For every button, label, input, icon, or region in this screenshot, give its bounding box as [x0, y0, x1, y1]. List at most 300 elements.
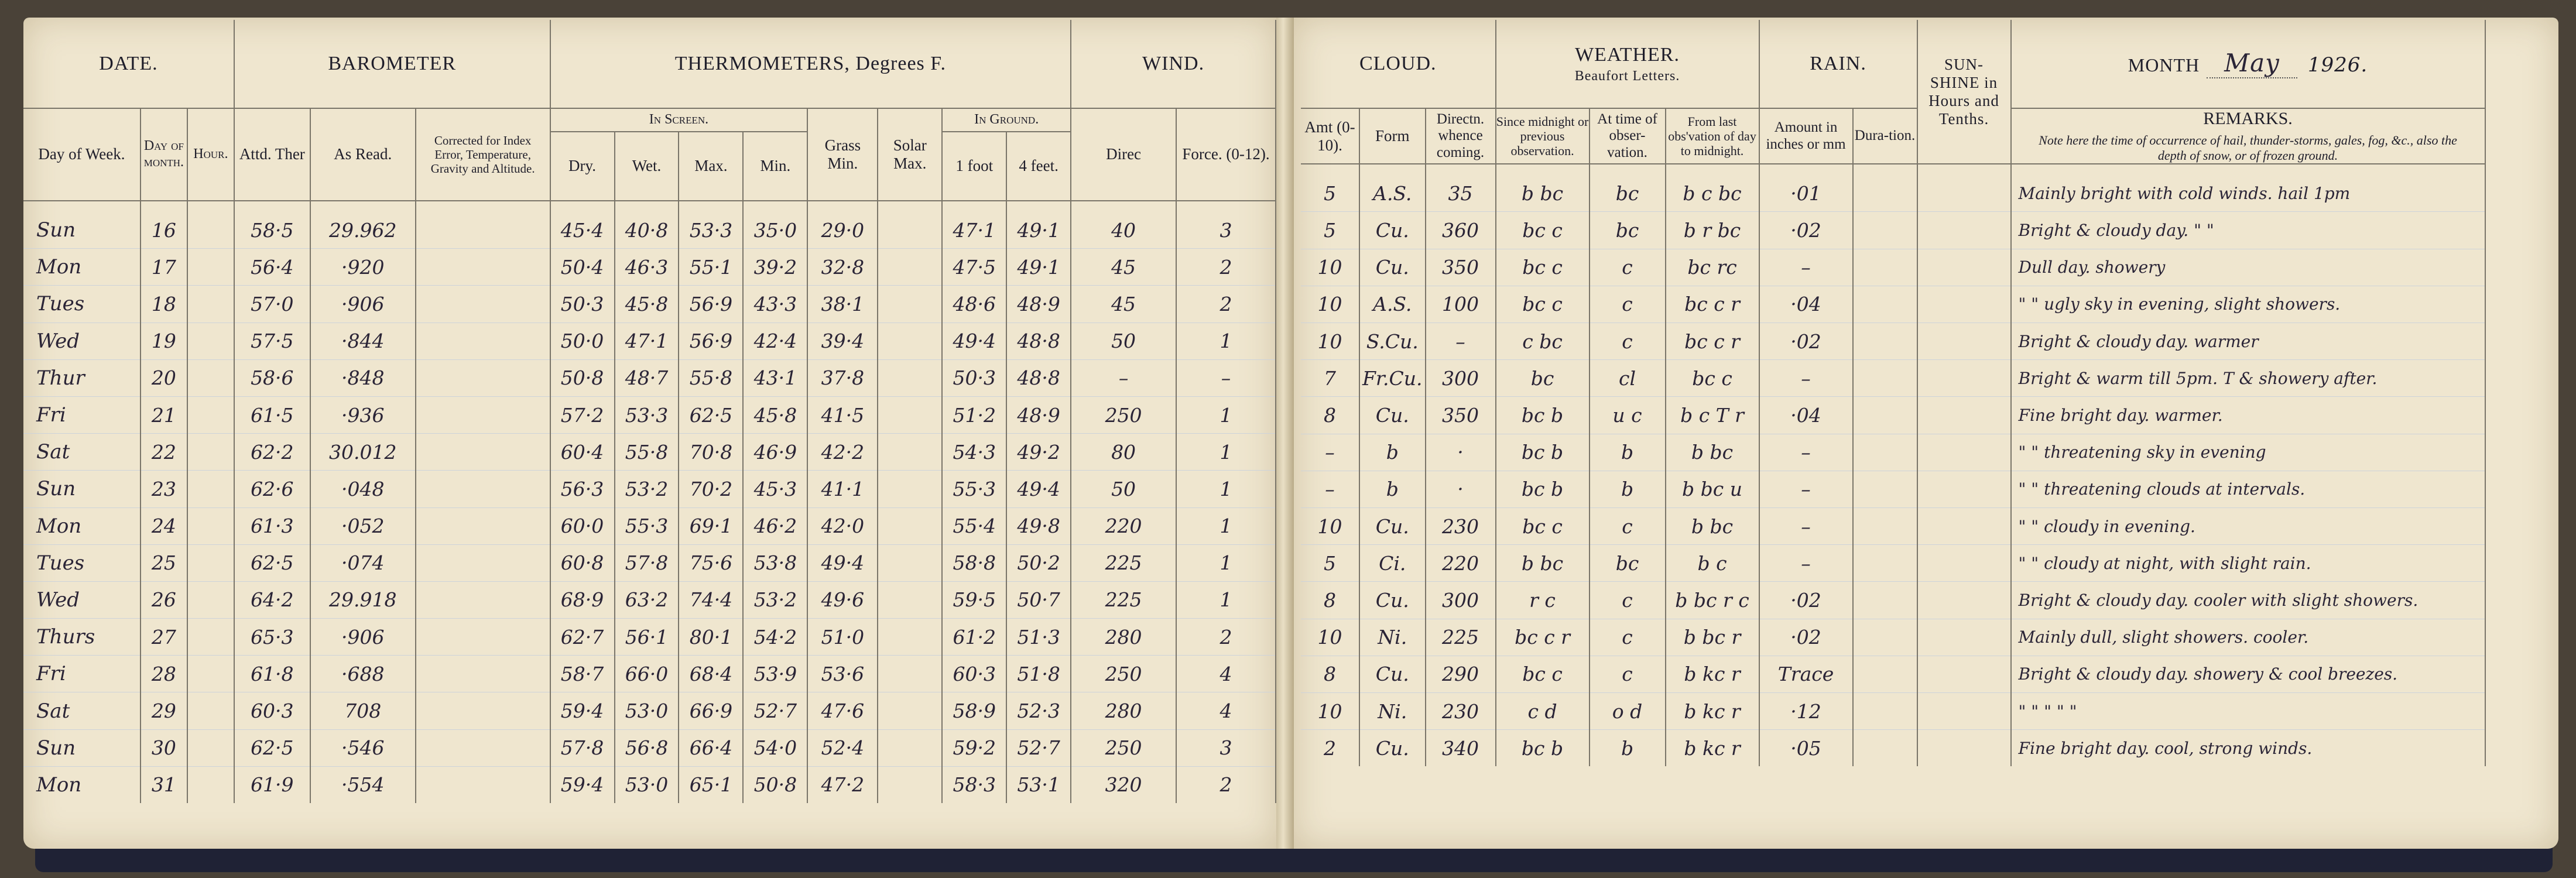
rain-duration-cell: [1853, 545, 1917, 582]
book-spine: [1276, 18, 1294, 849]
cloud-form-cell: Cu.: [1359, 582, 1426, 619]
remarks-cell: Bright & cloudy day. " ": [2011, 212, 2485, 249]
table-row: [1301, 619, 2485, 656]
table-row: [23, 286, 1276, 323]
col-rain-duration: Dura-tion.: [1853, 108, 1917, 164]
ground-4ft-cell: 51·8: [1006, 656, 1071, 692]
remarks-cell: Fine bright day. cool, strong winds.: [2011, 730, 2485, 767]
col-weather-from-last: From last obs'vation of day to midnight.: [1666, 108, 1759, 164]
remarks-cell: " " threatening sky in evening: [2011, 434, 2485, 471]
rain-duration-cell: [1853, 249, 1917, 286]
weather-since-midnight-cell: b bc: [1496, 545, 1590, 582]
wet-temp-cell: 53·0: [615, 766, 679, 803]
weather-from-last-cell: b kc r: [1666, 692, 1759, 729]
weather-group-header: [1496, 20, 1759, 108]
weather-since-midnight-cell: bc c: [1496, 656, 1590, 692]
attd-ther-cell: 61·9: [234, 766, 310, 803]
day-of-week-cell: Mon: [23, 507, 141, 544]
day-of-week-cell: Sat: [23, 434, 141, 471]
dry-temp-cell: 50·3: [550, 286, 615, 323]
col-max: Max.: [679, 132, 743, 201]
day-of-month-cell: 26: [141, 581, 187, 618]
solar-max-cell: [878, 359, 942, 396]
weather-from-last-cell: b bc u: [1666, 471, 1759, 507]
day-of-month-cell: 27: [141, 619, 187, 656]
corrected-cell: [416, 656, 550, 692]
hour-cell: [187, 286, 234, 323]
cloud-form-cell: Fr.Cu.: [1359, 360, 1426, 397]
col-wind-force: Force. (0-12).: [1176, 108, 1276, 201]
max-temp-cell: 70·2: [679, 471, 743, 507]
weather-at-time-cell: bc: [1590, 164, 1666, 212]
cloud-amount-cell: 5: [1301, 164, 1359, 212]
cloud-direction-cell: ·: [1426, 471, 1496, 507]
cloud-form-cell: Cu.: [1359, 212, 1426, 249]
wet-temp-cell: 45·8: [615, 286, 679, 323]
wind-direction-cell: 250: [1071, 729, 1176, 766]
solar-max-cell: [878, 656, 942, 692]
hour-cell: [187, 434, 234, 471]
wind-force-cell: 4: [1176, 656, 1276, 692]
rain-amount-cell: –: [1759, 434, 1853, 471]
table-row: [1301, 434, 2485, 471]
barometer-reading-cell: 29.918: [310, 581, 416, 618]
min-temp-cell: 45·3: [743, 471, 807, 507]
weather-note: Beaufort Letters.: [1574, 68, 1680, 84]
grass-min-cell: 47·6: [807, 692, 878, 729]
solar-max-cell: [878, 323, 942, 359]
day-of-month-cell: 30: [141, 729, 187, 766]
left-table: [23, 20, 1276, 803]
wet-temp-cell: 55·3: [615, 507, 679, 544]
grass-min-cell: 42·2: [807, 434, 878, 471]
attd-ther-cell: 61·8: [234, 656, 310, 692]
day-of-week-cell: Fri: [23, 396, 141, 433]
hour-cell: [187, 507, 234, 544]
table-row: [23, 323, 1276, 359]
barometer-reading-cell: ·554: [310, 766, 416, 803]
col-corrected: Corrected for Index Error, Temperature, Gravity and Altitude.: [416, 108, 550, 201]
max-temp-cell: 56·9: [679, 286, 743, 323]
cloud-direction-cell: 340: [1426, 730, 1496, 767]
max-temp-cell: 66·9: [679, 692, 743, 729]
grass-min-cell: 41·1: [807, 471, 878, 507]
day-of-month-cell: 21: [141, 396, 187, 433]
barometer-reading-cell: ·546: [310, 729, 416, 766]
ground-1ft-cell: 48·6: [942, 286, 1006, 323]
ground-1ft-cell: 60·3: [942, 656, 1006, 692]
hour-cell: [187, 766, 234, 803]
hour-cell: [187, 396, 234, 433]
table-row: [23, 692, 1276, 729]
cloud-form-cell: Ci.: [1359, 545, 1426, 582]
weather-at-time-cell: c: [1590, 323, 1666, 360]
corrected-cell: [416, 544, 550, 581]
corrected-cell: [416, 692, 550, 729]
cloud-direction-cell: 290: [1426, 656, 1496, 692]
table-row: [1301, 286, 2485, 323]
table-row: [23, 396, 1276, 433]
weather-from-last-cell: b kc r: [1666, 730, 1759, 767]
weather-at-time-cell: c: [1590, 507, 1666, 544]
remarks-cell: Bright & cloudy day. showery & cool breezes.: [2011, 656, 2485, 692]
rain-amount-cell: –: [1759, 507, 1853, 544]
remarks-cell: Bright & warm till 5pm. T & showery after.: [2011, 360, 2485, 397]
barometer-reading-cell: ·848: [310, 359, 416, 396]
weather-at-time-cell: cl: [1590, 360, 1666, 397]
rain-duration-cell: [1853, 619, 1917, 656]
cloud-amount-cell: 10: [1301, 286, 1359, 323]
weather-since-midnight-cell: bc b: [1496, 434, 1590, 471]
ground-4ft-cell: 51·3: [1006, 619, 1071, 656]
cloud-amount-cell: 5: [1301, 212, 1359, 249]
grass-min-cell: 47·2: [807, 766, 878, 803]
day-of-week-cell: Mon: [23, 249, 141, 286]
solar-max-cell: [878, 507, 942, 544]
remarks-cell: " " ugly sky in evening, slight showers.: [2011, 286, 2485, 323]
cloud-amount-cell: 8: [1301, 656, 1359, 692]
weather-since-midnight-cell: b bc: [1496, 164, 1590, 212]
cloud-amount-cell: –: [1301, 471, 1359, 507]
sunshine-header: SUN-SHINE in Hours and Tenths.: [1917, 20, 2011, 164]
attd-ther-cell: 64·2: [234, 581, 310, 618]
wind-force-cell: 2: [1176, 249, 1276, 286]
max-temp-cell: 80·1: [679, 619, 743, 656]
wet-temp-cell: 57·8: [615, 544, 679, 581]
day-of-month-cell: 19: [141, 323, 187, 359]
hour-cell: [187, 249, 234, 286]
attd-ther-cell: 62·5: [234, 729, 310, 766]
wet-temp-cell: 46·3: [615, 249, 679, 286]
solar-max-cell: [878, 434, 942, 471]
weather-since-midnight-cell: bc b: [1496, 397, 1590, 434]
weather-from-last-cell: b kc r: [1666, 656, 1759, 692]
rain-duration-cell: [1853, 360, 1917, 397]
cloud-form-cell: A.S.: [1359, 164, 1426, 212]
right-page: [1294, 18, 2558, 849]
table-row: [1301, 212, 2485, 249]
sunshine-cell: [1917, 360, 2011, 397]
barometer-reading-cell: ·920: [310, 249, 416, 286]
barometer-reading-cell: ·906: [310, 286, 416, 323]
cloud-direction-cell: 230: [1426, 692, 1496, 729]
wind-direction-cell: 220: [1071, 507, 1176, 544]
corrected-cell: [416, 581, 550, 618]
table-row: [1301, 545, 2485, 582]
ground-1ft-cell: 50·3: [942, 359, 1006, 396]
remarks-cell: " " cloudy in evening.: [2011, 507, 2485, 544]
weather-at-time-cell: o d: [1590, 692, 1666, 729]
rain-duration-cell: [1853, 434, 1917, 471]
dry-temp-cell: 50·4: [550, 249, 615, 286]
weather-from-last-cell: b bc: [1666, 507, 1759, 544]
sunshine-cell: [1917, 582, 2011, 619]
hour-cell: [187, 323, 234, 359]
cloud-direction-cell: –: [1426, 323, 1496, 360]
weather-at-time-cell: bc: [1590, 212, 1666, 249]
weather-at-time-cell: b: [1590, 730, 1666, 767]
corrected-cell: [416, 359, 550, 396]
barometer-reading-cell: ·936: [310, 396, 416, 433]
min-temp-cell: 39·2: [743, 249, 807, 286]
year-value: 1926.: [2307, 53, 2368, 77]
col-attd-ther: Attd. Ther: [234, 108, 310, 201]
right-table: [1301, 20, 2486, 766]
dry-temp-cell: 50·8: [550, 359, 615, 396]
day-of-week-cell: Wed: [23, 581, 141, 618]
wind-direction-cell: 250: [1071, 396, 1176, 433]
grass-min-cell: 29·0: [807, 201, 878, 249]
cloud-amount-cell: –: [1301, 434, 1359, 471]
dry-temp-cell: 60·0: [550, 507, 615, 544]
grass-min-cell: 38·1: [807, 286, 878, 323]
rain-amount-cell: ·02: [1759, 212, 1853, 249]
thermometers-group-header: THERMOMETERS, Degrees F.: [550, 20, 1071, 108]
rain-amount-cell: ·02: [1759, 323, 1853, 360]
ground-1ft-cell: 59·2: [942, 729, 1006, 766]
table-row: [23, 729, 1276, 766]
ground-1ft-cell: 55·3: [942, 471, 1006, 507]
ground-4ft-cell: 48·9: [1006, 396, 1071, 433]
day-of-week-cell: Sun: [23, 471, 141, 507]
cloud-amount-cell: 10: [1301, 619, 1359, 656]
dry-temp-cell: 57·2: [550, 396, 615, 433]
wind-direction-cell: 320: [1071, 766, 1176, 803]
ground-1ft-cell: 47·1: [942, 201, 1006, 249]
solar-max-cell: [878, 249, 942, 286]
dry-temp-cell: 56·3: [550, 471, 615, 507]
solar-max-cell: [878, 544, 942, 581]
cloud-form-cell: Cu.: [1359, 656, 1426, 692]
remarks-header: [2011, 108, 2485, 164]
weather-at-time-cell: bc: [1590, 545, 1666, 582]
solar-max-cell: [878, 729, 942, 766]
wind-force-cell: 1: [1176, 471, 1276, 507]
table-row: [1301, 249, 2485, 286]
wet-temp-cell: 53·2: [615, 471, 679, 507]
cloud-amount-cell: 10: [1301, 323, 1359, 360]
sunshine-cell: [1917, 545, 2011, 582]
rain-amount-cell: ·01: [1759, 164, 1853, 212]
wet-temp-cell: 40·8: [615, 201, 679, 249]
date-group-header: DATE.: [23, 20, 234, 108]
solar-max-cell: [878, 766, 942, 803]
in-ground-subheader: In Ground.: [942, 108, 1071, 132]
ground-4ft-cell: 49·1: [1006, 249, 1071, 286]
rain-amount-cell: Trace: [1759, 656, 1853, 692]
day-of-month-cell: 23: [141, 471, 187, 507]
table-row: [23, 249, 1276, 286]
weather-from-last-cell: bc c r: [1666, 323, 1759, 360]
rain-amount-cell: –: [1759, 249, 1853, 286]
ground-1ft-cell: 49·4: [942, 323, 1006, 359]
cloud-direction-cell: 300: [1426, 582, 1496, 619]
cloud-amount-cell: 8: [1301, 582, 1359, 619]
wind-direction-cell: 50: [1071, 323, 1176, 359]
weather-at-time-cell: c: [1590, 582, 1666, 619]
barometer-reading-cell: ·048: [310, 471, 416, 507]
grass-min-cell: 37·8: [807, 359, 878, 396]
solar-max-cell: [878, 692, 942, 729]
day-of-week-cell: Fri: [23, 656, 141, 692]
table-row: [23, 434, 1276, 471]
wind-direction-cell: 45: [1071, 249, 1176, 286]
rain-amount-cell: –: [1759, 471, 1853, 507]
weather-at-time-cell: c: [1590, 249, 1666, 286]
corrected-cell: [416, 286, 550, 323]
grass-min-cell: 49·4: [807, 544, 878, 581]
dry-temp-cell: 59·4: [550, 766, 615, 803]
cloud-amount-cell: 5: [1301, 545, 1359, 582]
attd-ther-cell: 57·0: [234, 286, 310, 323]
attd-ther-cell: 58·6: [234, 359, 310, 396]
dry-temp-cell: 59·4: [550, 692, 615, 729]
ground-4ft-cell: 49·4: [1006, 471, 1071, 507]
day-of-week-cell: Wed: [23, 323, 141, 359]
cloud-form-cell: b: [1359, 471, 1426, 507]
corrected-cell: [416, 201, 550, 249]
hour-cell: [187, 359, 234, 396]
day-of-month-cell: 31: [141, 766, 187, 803]
cloud-direction-cell: 350: [1426, 397, 1496, 434]
hour-cell: [187, 729, 234, 766]
corrected-cell: [416, 434, 550, 471]
weather-from-last-cell: b c T r: [1666, 397, 1759, 434]
ground-1ft-cell: 54·3: [942, 434, 1006, 471]
sunshine-cell: [1917, 692, 2011, 729]
wind-force-cell: 3: [1176, 201, 1276, 249]
table-row: [23, 507, 1276, 544]
day-of-month-cell: 25: [141, 544, 187, 581]
wind-direction-cell: 45: [1071, 286, 1176, 323]
rain-amount-cell: ·02: [1759, 619, 1853, 656]
min-temp-cell: 52·7: [743, 692, 807, 729]
barometer-reading-cell: ·074: [310, 544, 416, 581]
right-table-body: [1301, 164, 2485, 766]
sunshine-cell: [1917, 619, 2011, 656]
rain-amount-cell: ·04: [1759, 397, 1853, 434]
day-of-month-cell: 24: [141, 507, 187, 544]
wind-group-header: WIND.: [1071, 20, 1276, 108]
weather-from-last-cell: b c: [1666, 545, 1759, 582]
weather-from-last-cell: bc c: [1666, 360, 1759, 397]
day-of-week-cell: Tues: [23, 544, 141, 581]
attd-ther-cell: 57·5: [234, 323, 310, 359]
min-temp-cell: 53·2: [743, 581, 807, 618]
cloud-amount-cell: 10: [1301, 249, 1359, 286]
cloud-form-cell: S.Cu.: [1359, 323, 1426, 360]
ground-4ft-cell: 49·8: [1006, 507, 1071, 544]
cloud-amount-cell: 10: [1301, 507, 1359, 544]
dry-temp-cell: 62·7: [550, 619, 615, 656]
remarks-cell: Dull day. showery: [2011, 249, 2485, 286]
table-row: [23, 201, 1276, 249]
table-row: [23, 581, 1276, 618]
dry-temp-cell: 50·0: [550, 323, 615, 359]
rain-amount-cell: ·12: [1759, 692, 1853, 729]
sunshine-cell: [1917, 286, 2011, 323]
rain-duration-cell: [1853, 212, 1917, 249]
barometer-reading-cell: ·906: [310, 619, 416, 656]
wind-force-cell: 3: [1176, 729, 1276, 766]
col-rain-amount: Amount in inches or mm: [1759, 108, 1853, 164]
ground-4ft-cell: 48·8: [1006, 359, 1071, 396]
in-screen-subheader: In Screen.: [550, 108, 808, 132]
wind-direction-cell: 280: [1071, 692, 1176, 729]
max-temp-cell: 55·8: [679, 359, 743, 396]
solar-max-cell: [878, 619, 942, 656]
grass-min-cell: 51·0: [807, 619, 878, 656]
table-row: [1301, 360, 2485, 397]
corrected-cell: [416, 619, 550, 656]
sunshine-cell: [1917, 507, 2011, 544]
wet-temp-cell: 66·0: [615, 656, 679, 692]
wind-direction-cell: 80: [1071, 434, 1176, 471]
remarks-cell: Bright & cloudy day. warmer: [2011, 323, 2485, 360]
col-wind-direction: Direc: [1071, 108, 1176, 201]
col-solar-max: Solar Max.: [878, 108, 942, 201]
table-row: [1301, 730, 2485, 767]
rain-amount-cell: ·02: [1759, 582, 1853, 619]
max-temp-cell: 70·8: [679, 434, 743, 471]
table-row: [23, 766, 1276, 803]
ground-4ft-cell: 48·9: [1006, 286, 1071, 323]
weather-from-last-cell: bc c r: [1666, 286, 1759, 323]
grass-min-cell: 39·4: [807, 323, 878, 359]
day-of-month-cell: 22: [141, 434, 187, 471]
weather-since-midnight-cell: bc c: [1496, 507, 1590, 544]
col-day-of-week: Day of Week.: [23, 108, 141, 201]
max-temp-cell: 56·9: [679, 323, 743, 359]
ground-4ft-cell: 49·1: [1006, 201, 1071, 249]
cloud-direction-cell: 230: [1426, 507, 1496, 544]
cloud-direction-cell: ·: [1426, 434, 1496, 471]
attd-ther-cell: 60·3: [234, 692, 310, 729]
month-value: May: [2207, 49, 2297, 78]
max-temp-cell: 55·1: [679, 249, 743, 286]
weather-at-time-cell: c: [1590, 286, 1666, 323]
weather-since-midnight-cell: bc b: [1496, 471, 1590, 507]
barometer-reading-cell: 708: [310, 692, 416, 729]
col-weather-at-time: At time of obser-vation.: [1590, 108, 1666, 164]
ground-1ft-cell: 58·8: [942, 544, 1006, 581]
grass-min-cell: 49·6: [807, 581, 878, 618]
weather-from-last-cell: bc rc: [1666, 249, 1759, 286]
cloud-amount-cell: 7: [1301, 360, 1359, 397]
weather-at-time-cell: b: [1590, 434, 1666, 471]
cloud-direction-cell: 100: [1426, 286, 1496, 323]
wet-temp-cell: 56·1: [615, 619, 679, 656]
table-row: [1301, 471, 2485, 507]
sunshine-cell: [1917, 730, 2011, 767]
cloud-direction-cell: 35: [1426, 164, 1496, 212]
table-row: [1301, 507, 2485, 544]
day-of-month-cell: 20: [141, 359, 187, 396]
col-cloud-amount: Amt (0-10).: [1301, 108, 1359, 164]
max-temp-cell: 53·3: [679, 201, 743, 249]
col-day-of-month: Day of month.: [141, 108, 187, 201]
max-temp-cell: 69·1: [679, 507, 743, 544]
cloud-amount-cell: 2: [1301, 730, 1359, 767]
barometer-reading-cell: 29.962: [310, 201, 416, 249]
day-of-week-cell: Mon: [23, 766, 141, 803]
left-table-body: [23, 201, 1276, 803]
weather-since-midnight-cell: bc c: [1496, 286, 1590, 323]
rain-group-header: RAIN.: [1759, 20, 1917, 108]
day-of-month-cell: 18: [141, 286, 187, 323]
hour-cell: [187, 201, 234, 249]
cloud-amount-cell: 8: [1301, 397, 1359, 434]
